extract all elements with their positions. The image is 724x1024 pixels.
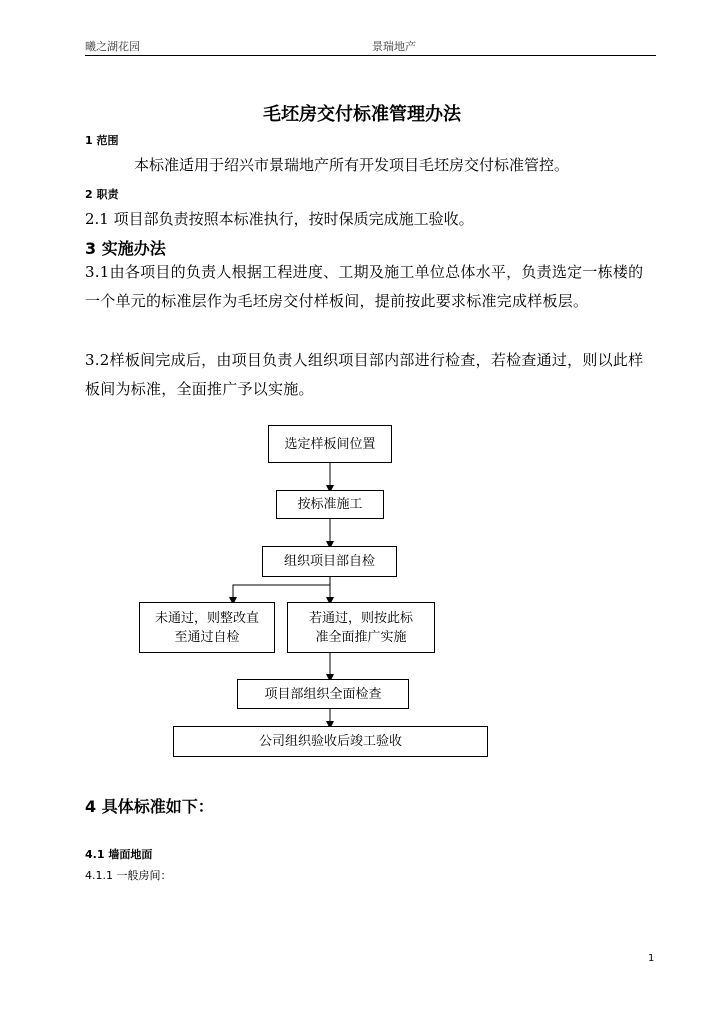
section-1-heading: 1 范围 — [85, 134, 119, 147]
flow-branch-pass-line1: 若通过，则按此标 — [308, 610, 413, 626]
section-3-paragraph-2: 3.2样板间完成后，由项目负责人组织项目部内部进行检查，若检查通过，则以此样板间为标准，全面推广予以实施。 — [85, 351, 644, 398]
section-1-text: 本标准适用于绍兴市景瑞地产所有开发项目毛坯房交付标准管控。 — [134, 156, 570, 174]
section-3-paragraph-1: 3.1由各项目的负责人根据工程进度、工期及施工单位总体水平，负责选定一栋楼的一个单元的标准层作为毛坯房交付样板间，提前按此要求标准完成样板层。 — [85, 263, 644, 310]
flow-branch-fail-line2: 至通过自检 — [174, 629, 240, 645]
flow-step-select-sample-room: 选定样板间位置 — [268, 425, 392, 463]
flow-branch-pass-line2: 准全面推广实施 — [315, 629, 407, 645]
header-left-project-name: 曦之湖花园 — [85, 40, 140, 53]
flow-step-construct-to-standard: 按标准施工 — [276, 490, 384, 519]
section-2-text: 2.1 项目部负责按照本标准执行，按时保质完成施工验收。 — [85, 210, 474, 228]
flow-branch-fail — [139, 602, 275, 653]
arrow-step3-to-fail — [233, 577, 330, 601]
section-4-heading: 4 具体标准如下： — [85, 797, 214, 816]
flow-step-self-inspection: 组织项目部自检 — [262, 546, 397, 577]
section-3-heading: 3 实施办法 — [85, 239, 166, 258]
section-4-1-heading: 4.1 墙面地面 — [85, 848, 153, 861]
flow-step-full-inspection: 项目部组织全面检查 — [237, 679, 409, 709]
document-title: 毛坯房交付标准管理办法 — [263, 104, 461, 125]
flow-branch-fail-line1: 未通过，则整改直 — [154, 610, 259, 626]
header-center-company-name: 景瑞地产 — [372, 40, 416, 53]
page-number: 1 — [648, 953, 655, 964]
section-4-1-1-item: 4.1.1 一般房间： — [85, 869, 172, 882]
flow-branch-pass — [287, 602, 435, 653]
section-2-heading: 2 职责 — [85, 188, 119, 201]
flow-step-company-acceptance: 公司组织验收后竣工验收 — [173, 726, 488, 757]
